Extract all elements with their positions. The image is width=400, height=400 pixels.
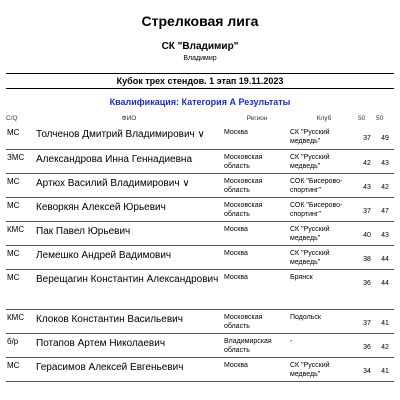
category-cell: КМС (6, 309, 34, 333)
category-cell: КМС (6, 221, 34, 245)
athlete-name-cell: Верещагин Константин Александрович (34, 269, 224, 309)
club-cell: Подольск (290, 309, 358, 333)
qualification-title: Квалификация: Категория А Результаты (109, 97, 291, 107)
club-cell: СК "Русский медведь" (290, 221, 358, 245)
athlete-name-cell: Клоков Константин Васильевич (34, 309, 224, 333)
region-cell: Москва (224, 357, 290, 381)
city-name: Владимир (183, 55, 217, 62)
table-header-row (6, 115, 394, 125)
series-2-score-cell: 41 (376, 357, 394, 381)
region-cell: Московская область (224, 197, 290, 221)
series-2-score-cell: 42 (376, 173, 394, 197)
page-header (0, 0, 400, 63)
column-header-series-2: 50 (376, 115, 384, 122)
club-cell: Брянск (290, 269, 358, 309)
series-1-score-cell: 37 (358, 125, 376, 149)
league-title: Стрелковая лига (141, 13, 259, 29)
club-cell: СОК "Бисерово-спортинг" (290, 173, 358, 197)
series-1-score-cell: 38 (358, 245, 376, 269)
table-row (6, 357, 394, 381)
athlete-name-cell: Лемешко Андрей Вадимович (34, 245, 224, 269)
region-cell: Москва (224, 221, 290, 245)
competition-title: Кубок трех стендов. 1 этап 19.11.2023 (6, 73, 394, 89)
series-1-score-cell: 43 (358, 173, 376, 197)
athlete-name-cell: Пак Павел Юрьевич (34, 221, 224, 245)
series-2-score-cell: 44 (376, 269, 394, 309)
athlete-name-cell: Александрова Инна Геннадиевна (34, 149, 224, 173)
region-cell: Владимирская область (224, 333, 290, 357)
club-cell: СК "Русский медведь" (290, 125, 358, 149)
athlete-name-cell: Потапов Артем Николаевич (34, 333, 224, 357)
region-cell: Москва (224, 125, 290, 149)
results-table (6, 115, 394, 382)
column-header-category: C/Q (6, 115, 18, 122)
series-1-score-cell: 42 (358, 149, 376, 173)
table-row (6, 173, 394, 197)
column-header-series-1: 50 (358, 115, 366, 122)
table-row (6, 269, 394, 309)
athlete-name-cell: Герасимов Алексей Евгеньевич (34, 357, 224, 381)
athlete-name-cell: Артюх Василий Владимирович ∨ (34, 173, 224, 197)
category-cell: МС (6, 197, 34, 221)
table-row (6, 245, 394, 269)
category-cell: ЗМС (6, 149, 34, 173)
series-2-score-cell: 43 (376, 149, 394, 173)
club-name: СК "Владимир" (161, 41, 239, 52)
category-cell: б/р (6, 333, 34, 357)
table-row (6, 221, 394, 245)
series-1-score-cell: 37 (358, 197, 376, 221)
series-1-score-cell: 36 (358, 269, 376, 309)
series-2-score-cell: 49 (376, 125, 394, 149)
athlete-name-cell: Толченов Дмитрий Владимирович ∨ (34, 125, 224, 149)
club-cell: СОК "Бисерово-спортинг" (290, 197, 358, 221)
series-1-score-cell: 34 (358, 357, 376, 381)
athlete-name-cell: Кеворкян Алексей Юрьевич (34, 197, 224, 221)
club-cell: - (290, 333, 358, 357)
region-cell: Москва (224, 269, 290, 309)
category-cell: МС (6, 125, 34, 149)
category-cell: МС (6, 173, 34, 197)
series-1-score-cell: 36 (358, 333, 376, 357)
table-row (6, 125, 394, 149)
series-1-score-cell: 37 (358, 309, 376, 333)
series-1-score-cell: 40 (358, 221, 376, 245)
series-2-score-cell: 42 (376, 333, 394, 357)
club-cell: СК "Русский медведь" (290, 149, 358, 173)
table-row (6, 197, 394, 221)
region-cell: Московская область (224, 309, 290, 333)
column-header-region: Регион (246, 115, 268, 122)
club-cell: СК "Русский медведь" (290, 245, 358, 269)
region-cell: Московская область (224, 149, 290, 173)
table-row (6, 309, 394, 333)
series-2-score-cell: 43 (376, 221, 394, 245)
category-cell: МС (6, 245, 34, 269)
column-header-club: Клуб (316, 115, 332, 122)
series-2-score-cell: 47 (376, 197, 394, 221)
category-cell: МС (6, 269, 34, 309)
club-cell: СК "Русский медведь" (290, 357, 358, 381)
column-header-name: ФИО (121, 115, 137, 122)
category-cell: МС (6, 357, 34, 381)
region-cell: Москва (224, 245, 290, 269)
table-row (6, 149, 394, 173)
table-row (6, 333, 394, 357)
series-2-score-cell: 41 (376, 309, 394, 333)
region-cell: Московская область (224, 173, 290, 197)
series-2-score-cell: 44 (376, 245, 394, 269)
